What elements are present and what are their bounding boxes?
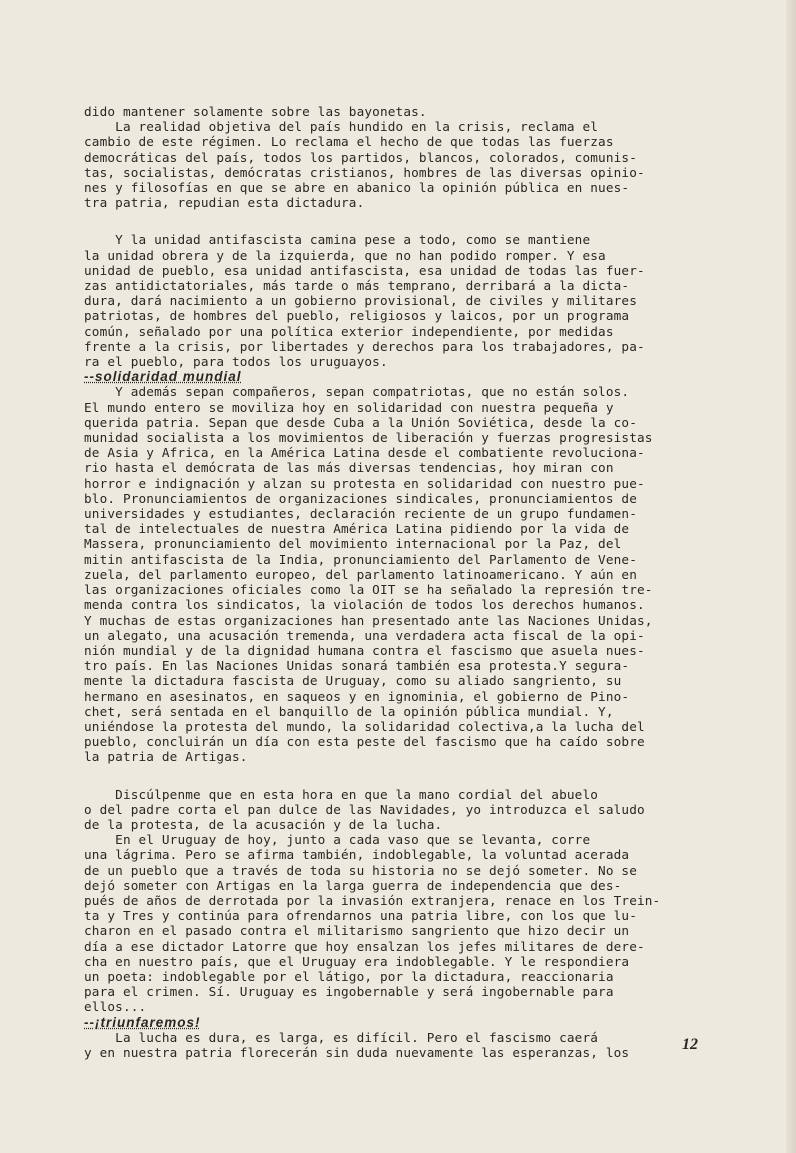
- text-line: blo. Pronunciamientos de organizaciones sindicales, pronunciamientos de: [84, 490, 637, 506]
- text-line: Y muchas de estas organizaciones han presentado ante las Naciones Unidas,: [84, 612, 653, 628]
- text-line: zuela, del parlamento europeo, del parlamento latinoamericano. Y aún en: [84, 566, 637, 582]
- text-line: ellos...: [84, 999, 147, 1015]
- text-line: tas, socialistas, demócratas cristianos, hombres de las diversas opinio-: [84, 164, 645, 180]
- text-line: Y además sepan compañeros, sepan compatriotas, que no están solos.: [84, 384, 630, 400]
- text-line: un alegato, una acusación tremenda, una verdadera acta fiscal de la opi-: [84, 627, 645, 643]
- text-line: dura, dará nacimiento a un gobierno provisional, de civiles y militares: [84, 293, 637, 309]
- text-line: tal de intelectuales de nuestra América Latina pidiendo por la vida de: [84, 521, 630, 537]
- text-line: tro país. En las Naciones Unidas sonará también esa protesta.Y segura-: [84, 658, 630, 674]
- text-line: unidad de pueblo, esa unidad antifascista, esa unidad de todas las fuer-: [84, 262, 645, 278]
- text-line: Discúlpenme que en esta hora en que la mano cordial del abuelo: [84, 786, 599, 802]
- text-line: rio hasta el demócrata de las más diversas tendencias, hoy miran con: [84, 460, 614, 476]
- text-line: hermano en asesinatos, en saqueos y en ignominia, el gobierno de Pino-: [84, 688, 630, 704]
- text-line: El mundo entero se moviliza hoy en solidaridad con nuestra pequeña y: [84, 399, 614, 415]
- text-line: cambio de este régimen. Lo reclama el hecho de que todas las fuerzas: [84, 134, 614, 150]
- text-line: nes y filosofías en que se abre en abanico la opinión pública en nues-: [84, 180, 630, 196]
- paragraph-1: [84, 104, 734, 119]
- text-line: horror e indignación y alzan su protesta en solidaridad con nuestro pue-: [84, 475, 645, 491]
- text-line: cha en nuestro país, que el Uruguay era indoblegable. Y le respondiera: [84, 953, 630, 969]
- text-line: la patria de Artigas.: [84, 749, 248, 765]
- text-line: y en nuestra patria florecerán sin duda nuevamente las esperanzas, los: [84, 1044, 630, 1060]
- text-line: de la protesta, de la acusación y de la lucha.: [84, 816, 443, 832]
- text-line: zas antidictatoriales, más tarde o más temprano, derribará a la dicta-: [84, 278, 630, 294]
- page-edge-shadow: [786, 0, 796, 1153]
- text-line: dido mantener solamente sobre las bayonetas.: [84, 104, 427, 119]
- text-line: universidades y estudiantes, declaración reciente de un grupo fundamen-: [84, 506, 637, 522]
- spacer: [84, 765, 734, 787]
- text-line: charon en el pasado contra el militarismo sangriento que hizo decir un: [84, 923, 630, 939]
- text-line: nión mundial y de la dignidad humana contra el fascismo que asuela nues-: [84, 642, 645, 658]
- text-line: pueblo, concluirán un día con esta peste del fascismo que ha caído sobre: [84, 734, 645, 750]
- text-line: ta y Tres y continúa para ofrendarnos una patria libre, con los que lu-: [84, 908, 637, 924]
- text-line: pués de años de derrotada por la invasión extranjera, renace en los Trein-: [84, 892, 661, 908]
- text-line: la unidad obrera y de la izquierda, que no han podido romper. Y esa: [84, 247, 606, 263]
- paragraph-6: [84, 832, 734, 1014]
- text-line: democráticas del país, todos los partidos, blancos, colorados, comunis-: [84, 149, 637, 165]
- text-line: de Asia y Africa, en la América Latina desde el combatiente revoluciona-: [84, 445, 645, 461]
- text-line: día a ese dictador Latorre que hoy ensalzan los jefes militares de dere-: [84, 938, 645, 954]
- text-line: uniéndose la protesta del mundo, la solidaridad colectiva,a la lucha del: [84, 718, 645, 734]
- text-line: las organizaciones oficiales como la OIT se ha señalado la represión tre-: [84, 582, 653, 598]
- text-line: La lucha es dura, es larga, es difícil. Pero el fascismo caerá: [84, 1029, 599, 1045]
- text-line: Massera, pronunciamiento del movimiento internacional por la Paz, del: [84, 536, 622, 552]
- text-line: frente a la crisis, por libertades y derechos para los trabajadores, pa-: [84, 338, 645, 354]
- text-line: para el crimen. Sí. Uruguay es ingobernable y será ingobernable para: [84, 984, 614, 1000]
- text-line: querida patria. Sepan que desde Cuba a la Unión Soviética, desde la co-: [84, 414, 637, 430]
- paragraph-5: [84, 787, 734, 833]
- text-line: mitin antifascista de la India, pronunciamiento del Parlamento de Vene-: [84, 551, 637, 567]
- document-body: [84, 104, 734, 1060]
- paragraph-3: [84, 232, 734, 369]
- text-line: En el Uruguay de hoy, junto a cada vaso que se levanta, corre: [84, 832, 591, 848]
- text-line: La realidad objetiva del país hundido en la crisis, reclama el: [84, 119, 599, 135]
- paragraph-2: [84, 119, 734, 210]
- text-line: una lágrima. Pero se afirma también, indoblegable, la voluntad acerada: [84, 847, 630, 863]
- paragraph-7: [84, 1030, 734, 1060]
- text-line: tra patria, repudian esta dictadura.: [84, 195, 365, 211]
- text-line: común, señalado por una política exterior independiente, por medidas: [84, 323, 614, 339]
- page-number: 12: [682, 1036, 698, 1053]
- section-heading-solidaridad: --solidaridad mundial: [84, 369, 242, 385]
- text-line: chet, será sentada en el banquillo de la opinión pública mundial. Y,: [84, 703, 614, 719]
- section-heading-triunfaremos: --¡triunfaremos!: [84, 1014, 201, 1030]
- spacer: [84, 210, 734, 232]
- text-line: mente la dictadura fascista de Uruguay, como su aliado sangriento, su: [84, 673, 622, 689]
- text-line: un poeta: indoblegable por el látigo, por la dictadura, reaccionaria: [84, 968, 614, 984]
- text-line: menda contra los sindicatos, la violación de todos los derechos humanos.: [84, 597, 645, 613]
- text-line: dejó someter con Artigas en la larga guerra de independencia que des-: [84, 877, 622, 893]
- text-line: de un pueblo que a través de toda su historia no se dejó someter. No se: [84, 862, 637, 878]
- text-line: Y la unidad antifascista camina pese a todo, como se mantiene: [84, 232, 591, 248]
- text-line: ra el pueblo, para todos los uruguayos.: [84, 354, 388, 370]
- text-line: o del padre corta el pan dulce de las Navidades, yo introduzca el saludo: [84, 801, 645, 817]
- text-line: patriotas, de hombres del pueblo, religiosos y laicos, por un programa: [84, 308, 630, 324]
- text-line: munidad socialista a los movimientos de liberación y fuerzas progresistas: [84, 430, 653, 446]
- paragraph-4: [84, 384, 734, 764]
